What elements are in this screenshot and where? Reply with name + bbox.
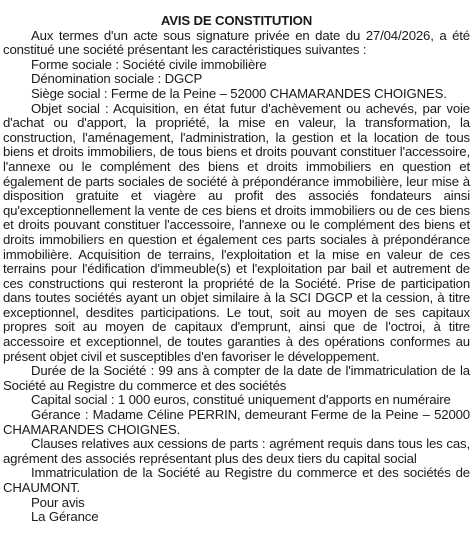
company-name: Dénomination sociale : DGCP bbox=[31, 71, 203, 87]
for-notice: Pour avis bbox=[31, 494, 85, 510]
notice-title: AVIS DE CONSTITUTION bbox=[160, 13, 313, 28]
notice-intro: Aux termes d'un acte sous signature privée en date du 27/04/2026, a été constitué une société présentant les caractéristiques suivantes : bbox=[3, 27, 470, 58]
registered-office: Siège social : Ferme de la Peine – 52000 CHAMARANDES CHOIGNES. bbox=[31, 85, 447, 101]
company-duration: Durée de la Société : 99 ans à compter de la date de l'immatriculation de la Société au Registre du commerce et des sociétés bbox=[3, 363, 470, 393]
signature: La Gérance bbox=[31, 509, 99, 525]
management: Gérance : Madame Céline PERRIN, demeurant Ferme de la Peine – 52000 CHAMARANDES CHOIGNES. bbox=[3, 407, 470, 437]
registration: Immatriculation de la Société au Registre du commerce et des sociétés de CHAUMONT. bbox=[3, 465, 470, 495]
share-transfer-clauses: Clauses relatives aux cessions de parts : agrément requis dans tous les cas, agrément des associés représentant plus des deux tiers du capital social bbox=[3, 436, 470, 466]
corporate-purpose: Objet social : Acquisition, en état futur d'achèvement ou achevés, par voie d'achat ou d'apport, la propriété, la mise en valeur, la transformation, la construction, l'aménagement, l'administration, la gestion et la location de tous biens et droits immobiliers, de tous biens et droits pouvant constituer l'accessoire, l'annexe ou le complément des biens et droits immobiliers en question et également de parts sociales de société à prépondérance immobilière, leur mise à disposition gratuite et viagère au profit des associés fondateurs ainsi qu'exceptionnellement la vente de ces biens et droits immobiliers ou de ces biens et droits pouvant constituer l'accessoire, l'annexe ou le complément des biens et droits immobiliers en question et également ces parts sociales à prépondérance immobilière. Acquisition de terrains, l'exploitation et la mise en valeur de ces terrains pour l'édification d'immeuble(s) et l'exploitation par bail et autrement de ces constructions qui resteront la propriété de la Société. Prise de participation dans toutes sociétés ayant un objet similaire à la SCI DGCP et la cession, à titre exceptionnel, desdites participations. Le tout, soit au moyen de ses capitaux propres soit au moyen de capitaux d'emprunt, ainsi que de l'octroi, à titre accessoire et exceptionnel, de toutes garanties à des opérations conformes au présent objet civil et susceptibles d'en favoriser le développement. bbox=[3, 100, 470, 364]
share-capital: Capital social : 1 000 euros, constitué uniquement d'apports en numéraire bbox=[31, 392, 451, 408]
legal-form: Forme sociale : Société civile immobilière bbox=[31, 56, 267, 72]
